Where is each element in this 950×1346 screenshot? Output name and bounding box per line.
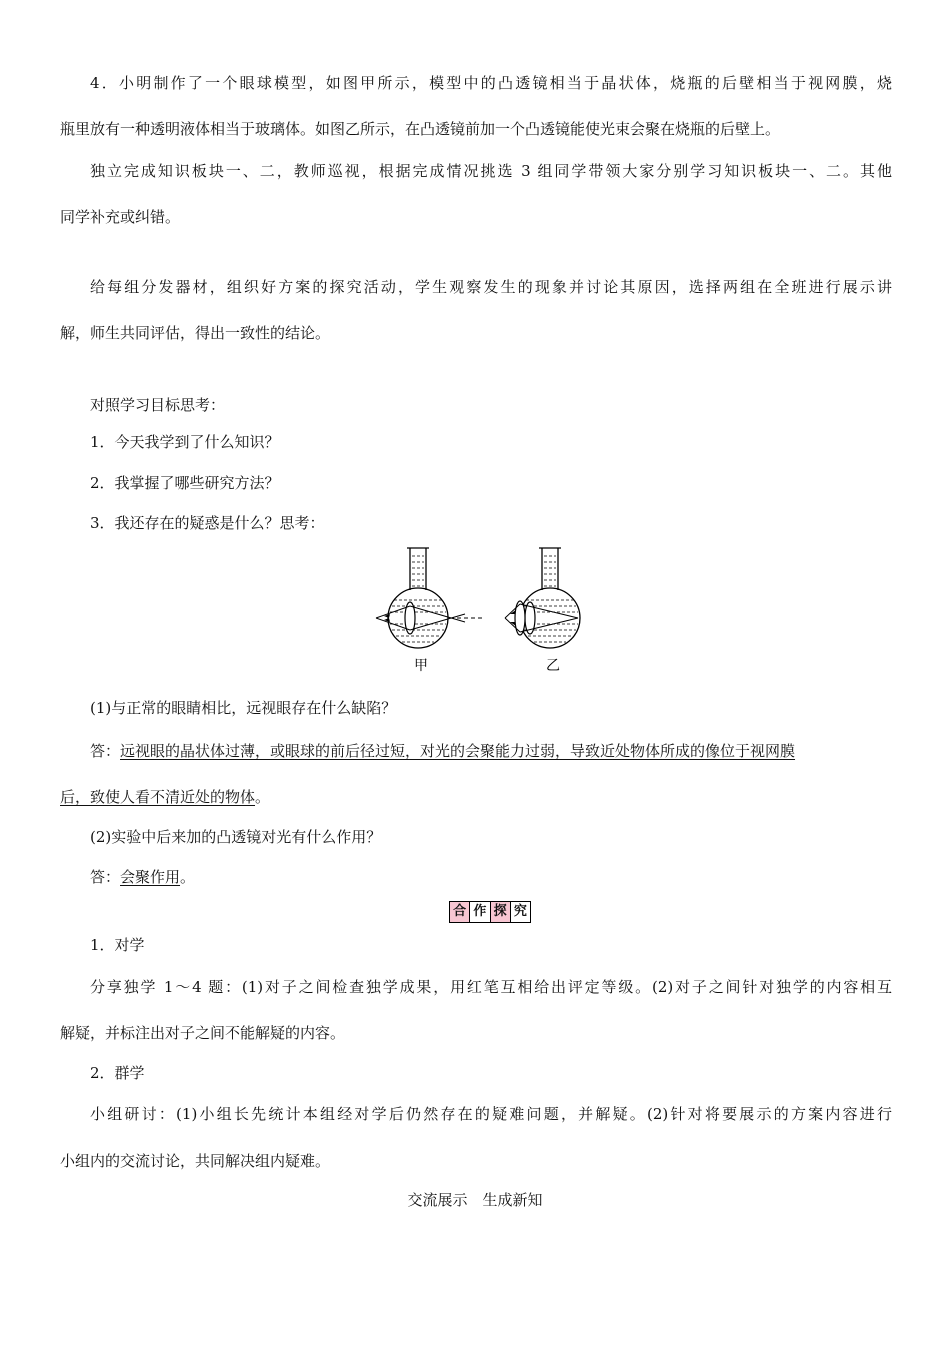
reflect-title: 对照学习目标思考： — [90, 396, 226, 414]
reflect-item-1: 1．今天我学到了什么知识？ — [90, 433, 280, 451]
badge-char-2: 作 — [469, 901, 489, 923]
badge-char-4: 究 — [510, 901, 531, 923]
question-4-line-2: 瓶里放有一种透明液体相当于玻璃体。如图乙所示，在凸透镜前加一个凸透镜能使光束会聚在烧瓶的后壁上。 — [60, 120, 781, 138]
section-heading: 交流展示 生成新知 — [407, 1191, 543, 1209]
section-2-line-1: 小组研讨：(1)小组长先统计本组经对学后仍然存在的疑难问题，并解疑。(2)针对将要展示的方案内容进行 — [90, 1105, 892, 1123]
answer-2-prefix: 答： — [90, 868, 121, 886]
answer-2-text: 会聚作用 — [120, 868, 181, 886]
figure-label-yi: 乙 — [546, 658, 560, 674]
reflect-item-2: 2．我掌握了哪些研究方法？ — [90, 474, 280, 492]
figure-label-jia: 甲 — [414, 658, 428, 674]
answer-1-text-2: 后，致使人看不清近处的物体 — [60, 788, 256, 806]
badge-char-3: 探 — [490, 901, 510, 923]
answer-1-line-1 — [90, 740, 892, 762]
answer-1-end: 。 — [255, 788, 271, 806]
answer-2-end: 。 — [180, 868, 196, 886]
badge-char-1: 合 — [449, 901, 469, 923]
question-2: (2)实验中后来加的凸透镜对光有什么作用？ — [90, 828, 382, 846]
cooperation-inquiry-badge — [449, 901, 531, 923]
section-1-line-2: 解疑，并标注出对子之间不能解疑的内容。 — [60, 1024, 346, 1042]
answer-1-text-1: 远视眼的晶状体过薄，或眼球的前后径过短，对光的会聚能力过弱，导致近处物体所成的像位于视网膜 — [120, 742, 796, 760]
flask-jia — [388, 548, 448, 648]
eye-model-figure — [370, 542, 615, 677]
question-1: (1)与正常的眼睛相比，远视眼存在什么缺陷？ — [90, 699, 397, 717]
answer-2 — [90, 866, 892, 888]
section-2-line-2: 小组内的交流讨论，共同解决组内疑难。 — [60, 1152, 331, 1170]
answer-1-line-2 — [60, 786, 892, 808]
section-2-title: 2．群学 — [90, 1064, 145, 1082]
question-4-line-1: 4．小明制作了一个眼球模型，如图甲所示，模型中的凸透镜相当于晶状体，烧瓶的后壁相当于视网膜，烧 — [90, 74, 892, 92]
paragraph-1-line-1: 独立完成知识板块一、二，教师巡视，根据完成情况挑选 3 组同学带领大家分别学习知识板块一、二。其他 — [90, 162, 892, 180]
answer-1-prefix: 答： — [90, 742, 121, 760]
reflect-item-3: 3．我还存在的疑惑是什么？思考： — [90, 514, 325, 532]
paragraph-1-line-2: 同学补充或纠错。 — [60, 208, 181, 226]
section-1-title: 1．对学 — [90, 936, 145, 954]
section-1-line-1: 分享独学 1～4 题：(1)对子之间检查独学成果，用红笔互相给出评定等级。(2)对子之间针对独学的内容相互 — [90, 978, 892, 996]
paragraph-2-line-1: 给每组分发器材，组织好方案的探究活动，学生观察发生的现象并讨论其原因，选择两组在全班进行展示讲 — [90, 278, 892, 296]
paragraph-2-line-2: 解，师生共同评估，得出一致性的结论。 — [60, 324, 331, 342]
